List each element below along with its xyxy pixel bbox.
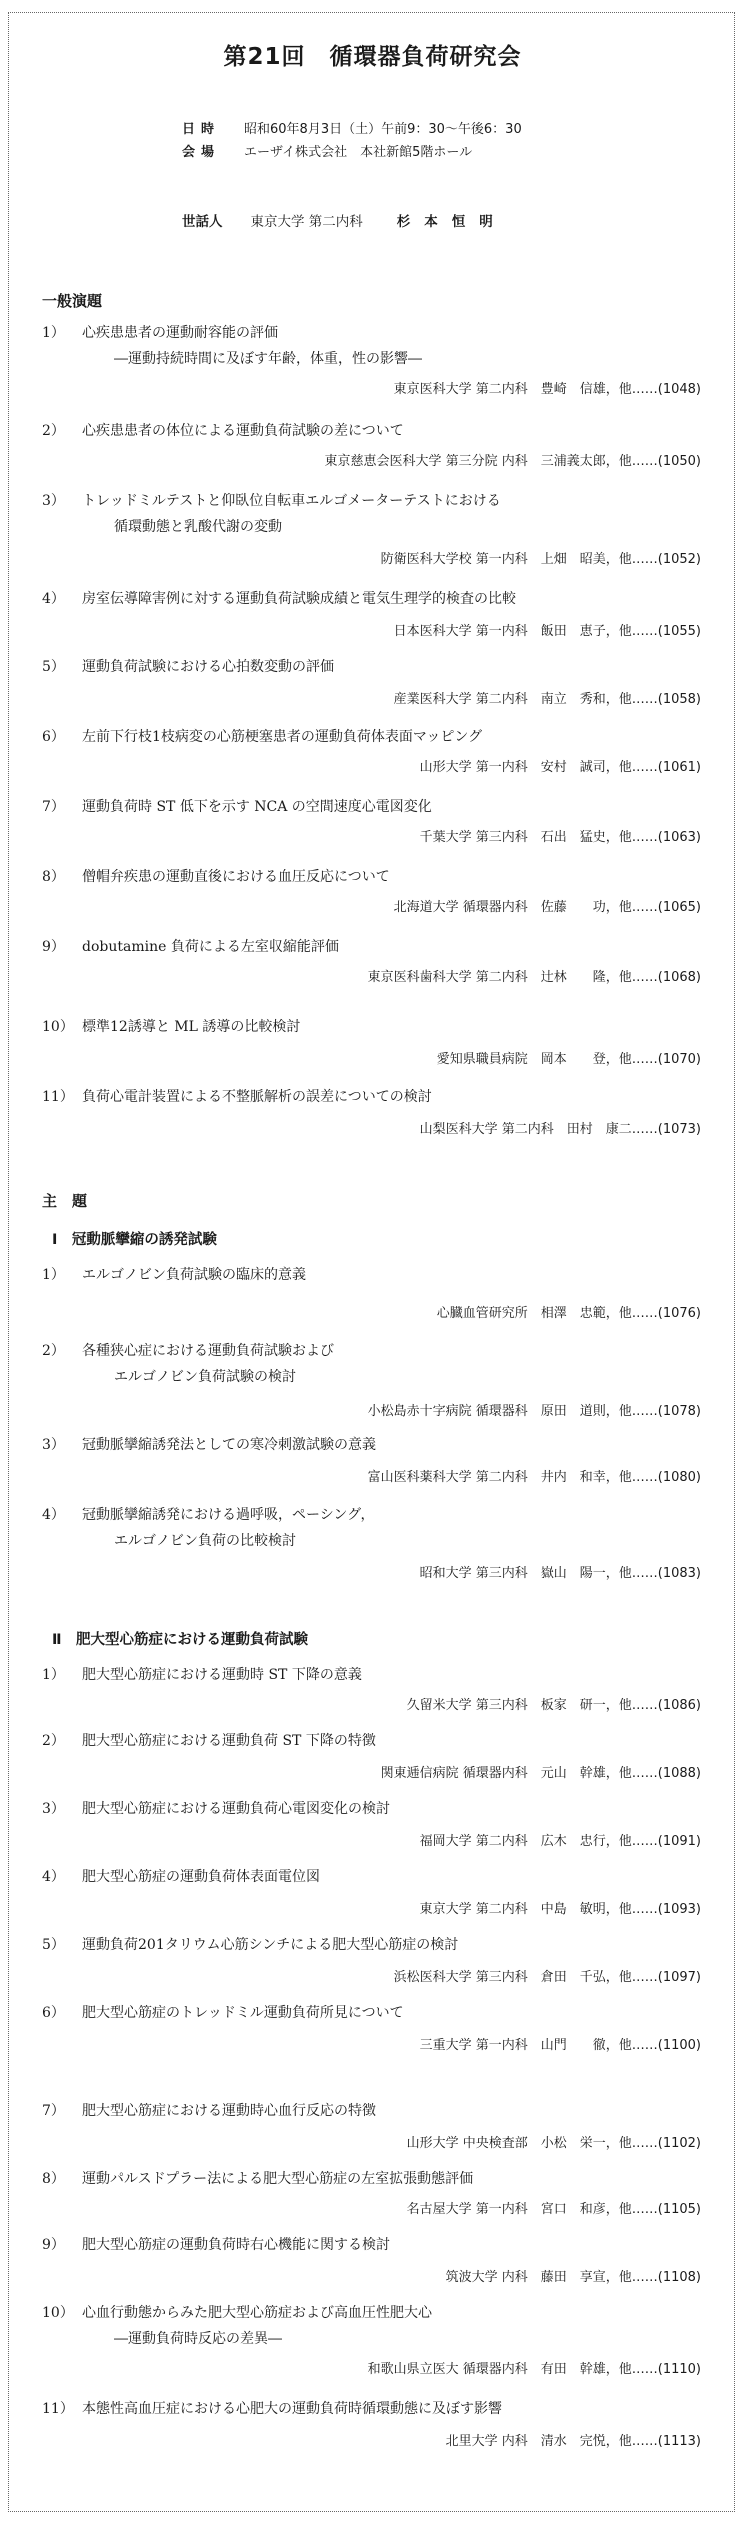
item-num: 1） [42, 1667, 65, 1683]
organizer-name: 杉本恒明 [396, 214, 507, 230]
item-author: 昭和大学 第三内科 嶽山 陽一，他……(1083) [419, 1566, 701, 1581]
place-label: 会場 [182, 145, 221, 160]
item-num: 2） [42, 1343, 65, 1359]
item-title: 肥大型心筋症における運動時心血行反応の特徴 [82, 2103, 376, 2119]
item-num: 2） [42, 423, 65, 439]
item-title: 房室伝導障害例に対する運動負荷試験成績と電気生理学的検査の比較 [82, 591, 516, 607]
item-author: 山梨医科大学 第二内科 田村 康二……(1073) [419, 1122, 701, 1137]
item-author: 浜松医科大学 第三内科 倉田 千弘，他……(1097) [393, 1970, 701, 1985]
group-1-heading: Ⅰ 冠動脈攣縮の誘発試験 [52, 1232, 217, 1248]
item-author: 関東逓信病院 循環器内科 元山 幹雄，他……(1088) [380, 1766, 701, 1781]
item-subtitle: 循環動態と乳酸代謝の変動 [114, 519, 282, 535]
page-title: 第21回 循環器負荷研究会 [223, 44, 522, 70]
item-title: 肥大型心筋症の運動負荷時右心機能に関する検討 [82, 2237, 390, 2253]
organizer [182, 210, 507, 230]
item-title: 負荷心電計装置による不整脈解析の誤差についての検討 [82, 1089, 432, 1105]
item-title: 左前下行枝1枝病変の心筋梗塞患者の運動負荷体表面マッピング [82, 729, 483, 745]
item-subtitle: エルゴノビン負荷試験の検討 [114, 1369, 296, 1385]
item-subtitle: エルゴノビン負荷の比較検討 [114, 1533, 296, 1549]
item-author: 北里大学 内科 清水 完悦，他……(1113) [445, 2434, 701, 2449]
item-title: トレッドミルテストと仰臥位自転車エルゴメーターテストにおける [82, 493, 501, 509]
item-title: 運動負荷時 ST 低下を示す NCA の空間速度心電図変化 [82, 799, 432, 815]
item-num: 4） [42, 591, 65, 607]
item-num: 6） [42, 2005, 65, 2021]
item-author: 北海道大学 循環器内科 佐藤 功，他……(1065) [393, 900, 701, 915]
item-author: 東京大学 第二内科 中島 敏明，他……(1093) [419, 1902, 701, 1917]
item-num: 7） [42, 2103, 65, 2119]
item-title: 肥大型心筋症における運動負荷心電図変化の検討 [82, 1801, 390, 1817]
item-num: 10） [42, 2305, 74, 2321]
item-num: 6） [42, 729, 65, 745]
item-title: 運動パルスドプラー法による肥大型心筋症の左室拡張動態評価 [82, 2171, 474, 2187]
item-title: 運動負荷201タリウム心筋シンチによる肥大型心筋症の検討 [82, 1937, 459, 1953]
item-author: 富山医科薬科大学 第二内科 井内 和幸，他……(1080) [367, 1470, 701, 1485]
item-author: 筑波大学 内科 藤田 享宣，他……(1108) [445, 2270, 701, 2285]
meeting-place [182, 141, 472, 160]
item-author: 産業医科大学 第二内科 南立 秀和，他……(1058) [393, 692, 701, 707]
item-num: 1） [42, 325, 65, 341]
item-title: 心疾患患者の運動耐容能の評価 [82, 325, 278, 341]
item-num: 4） [42, 1507, 65, 1523]
item-author: 東京医科大学 第二内科 豊崎 信雄，他……(1048) [393, 382, 701, 397]
item-num: 1） [42, 1267, 65, 1283]
item-num: 11） [42, 1089, 74, 1105]
item-title: 冠動脈攣縮誘発法としての寒冷刺激試験の意義 [82, 1437, 376, 1453]
item-author: 山形大学 第一内科 安村 誠司，他……(1061) [419, 760, 701, 775]
item-subtitle: ―運動持続時間に及ぼす年齢，体重，性の影響― [114, 351, 422, 367]
item-title: 肥大型心筋症のトレッドミル運動負荷所見について [82, 2005, 404, 2021]
item-author: 和歌山県立医大 循環器内科 有田 幹雄，他……(1110) [367, 2362, 701, 2377]
item-author: 三重大学 第一内科 山門 徹，他……(1100) [419, 2038, 701, 2053]
general-heading: 一般演題 [42, 292, 103, 310]
item-num: 11） [42, 2401, 74, 2417]
item-author: 日本医科大学 第一内科 飯田 恵子，他……(1055) [393, 624, 701, 639]
item-author: 名古屋大学 第一内科 宮口 和彦，他……(1105) [406, 2202, 701, 2217]
item-title: 本態性高血圧症における心肥大の運動負荷時循環動態に及ぼす影響 [82, 2401, 502, 2417]
item-title: dobutamine 負荷による左室収縮能評価 [82, 939, 339, 955]
item-author: 小松島赤十字病院 循環器科 原田 道則，他……(1078) [367, 1404, 701, 1419]
item-num: 8） [42, 2171, 65, 2187]
item-num: 2） [42, 1733, 65, 1749]
item-title: エルゴノビン負荷試験の臨床的意義 [82, 1267, 306, 1283]
item-author: 愛知県職員病院 岡本 登，他……(1070) [436, 1052, 701, 1067]
place-value: エーザイ株式会社 本社新館5階ホール [244, 145, 473, 160]
date-value: 昭和60年8月3日（土）午前9：30〜午後6：30 [244, 122, 522, 137]
item-title: 肥大型心筋症における運動負荷 ST 下降の特徴 [82, 1733, 376, 1749]
item-author: 久留米大学 第三内科 板家 研一，他……(1086) [406, 1698, 701, 1713]
item-author: 福岡大学 第二内科 広木 忠行，他……(1091) [419, 1834, 701, 1849]
item-author: 心臓血管研究所 相澤 忠範，他……(1076) [436, 1306, 701, 1321]
item-title: 僧帽弁疾患の運動直後における血圧反応について [82, 869, 390, 885]
item-num: 9） [42, 939, 65, 955]
item-num: 4） [42, 1869, 65, 1885]
item-num: 8） [42, 869, 65, 885]
item-title: 肥大型心筋症の運動負荷体表面電位図 [82, 1869, 320, 1885]
item-num: 9） [42, 2237, 65, 2253]
meeting-date [182, 118, 522, 137]
item-num: 3） [42, 1437, 65, 1453]
item-title: 運動負荷試験における心拍数変動の評価 [82, 659, 334, 675]
item-title: 冠動脈攣縮誘発における過呼吸，ペーシング， [82, 1507, 375, 1523]
date-label: 日時 [182, 122, 221, 137]
item-author: 東京医科歯科大学 第二内科 辻林 隆，他……(1068) [367, 970, 701, 985]
item-num: 3） [42, 493, 65, 509]
item-num: 10） [42, 1019, 74, 1035]
item-num: 5） [42, 659, 65, 675]
item-author: 防衛医科大学校 第一内科 上畑 昭美，他……(1052) [380, 552, 701, 567]
item-num: 5） [42, 1937, 65, 1953]
main-theme-heading: 主 題 [42, 1192, 88, 1210]
item-author: 山形大学 中央検査部 小松 栄一，他……(1102) [406, 2136, 701, 2151]
item-title: 心疾患患者の体位による運動負荷試験の差について [82, 423, 404, 439]
item-title: 各種狭心症における運動負荷試験および [82, 1343, 334, 1359]
item-num: 3） [42, 1801, 65, 1817]
item-author: 東京慈恵会医科大学 第三分院 内科 三浦義太郎，他……(1050) [324, 454, 701, 469]
item-subtitle: ―運動負荷時反応の差異― [114, 2331, 282, 2347]
item-num: 7） [42, 799, 65, 815]
item-title: 標準12誘導と ML 誘導の比較検討 [82, 1019, 301, 1035]
organizer-affil: 東京大学 第二内科 [250, 214, 363, 230]
group-2-heading: Ⅱ 肥大型心筋症における運動負荷試験 [52, 1632, 309, 1648]
item-author: 千葉大学 第三内科 石出 猛史，他……(1063) [419, 830, 701, 845]
organizer-label: 世話人 [182, 214, 223, 230]
item-title: 肥大型心筋症における運動時 ST 下降の意義 [82, 1667, 362, 1683]
item-title: 心血行動態からみた肥大型心筋症および高血圧性肥大心 [82, 2305, 432, 2321]
